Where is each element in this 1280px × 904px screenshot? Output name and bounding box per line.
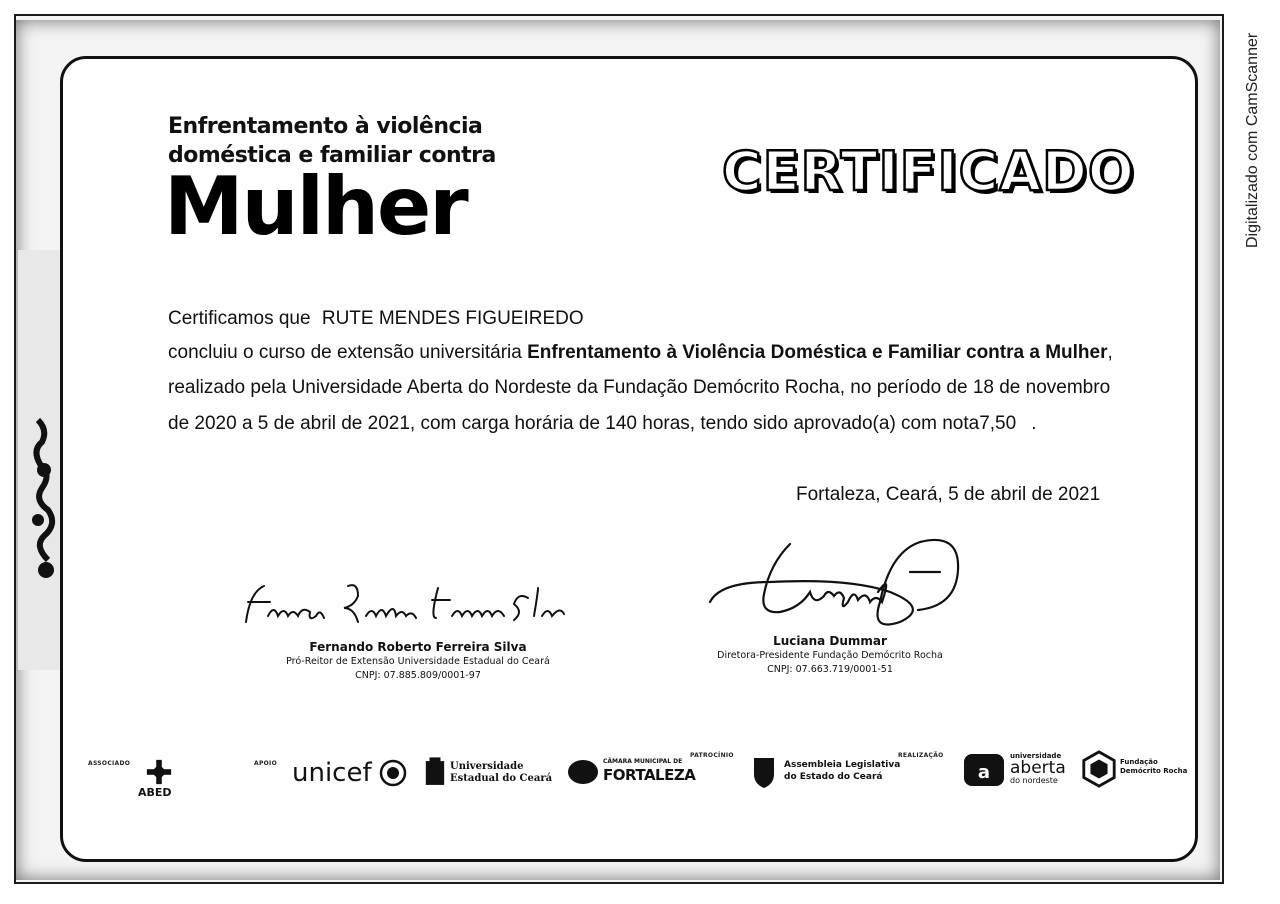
line4-suffix: . [1031,413,1037,434]
logo-assembleia-line2: do Estado do Ceará [784,772,883,782]
svg-text:a: a [977,762,991,783]
unicef-globe-icon [378,758,408,788]
course-name: Enfrentamento à Violência Doméstica e Familiar contra a Mulher [527,342,1108,363]
body-line-1 [168,308,584,330]
hours-text: de 2020 a 5 de abril de 2021, com carga horária de 140 horas, tendo sido aprovado(a) com nota [168,413,980,434]
logo-fdr-line1: Fundação [1120,758,1158,766]
assembleia-crest-icon [752,754,776,788]
handwritten-signature-2 [700,532,960,632]
signatory-2-name: Luciana Dummar [773,634,887,648]
logo-camara-line2: FORTALEZA [603,766,696,784]
abed-logo-icon [145,758,173,786]
logo-uane-line1: universidade [1010,752,1062,760]
logo-fdr-line2: Demócrito Rocha [1120,767,1188,775]
label-apoio: APOIO [254,760,277,767]
campaign-subtitle-line2: doméstica e familiar contra [168,143,496,168]
body-line-3: realizado pela Universidade Aberta do Nordeste da Fundação Demócrito Rocha, no período de 18 de novembro [168,377,1111,398]
signature-block-1 [268,566,568,686]
logo-camara-line1: CÂMARA MUNICIPAL DE [603,758,683,765]
signatory-1-name: Fernando Roberto Ferreira Silva [309,640,527,654]
logo-uane-line3: do nordeste [1010,776,1058,785]
campaign-title: Mulher [164,160,467,253]
recipient-name: RUTE MENDES FIGUEIREDO [321,308,584,329]
handwritten-signature-1 [238,572,618,632]
course-prefix: concluiu o curso de extensão universitária [168,342,528,363]
certify-prefix: Certificamos que [168,308,311,329]
certificate-heading: CERTIFICADO [722,140,1135,203]
logo-uane-line2: aberta [1010,758,1066,778]
uane-logo-icon [962,750,1006,790]
signatory-1-role: Pró-Reitor de Extensão Universidade Estadual do Ceará [286,656,550,667]
campaign-subtitle-line1: Enfrentamento à violência [168,114,483,139]
course-suffix: , [1107,342,1113,363]
logo-uece-line2: Estadual do Ceará [450,773,553,784]
body-line-2 [168,342,1113,364]
place-and-date: Fortaleza, Ceará, 5 de abril de 2021 [796,484,1101,505]
body-line-4 [168,413,1036,435]
uece-crest-icon [424,756,446,790]
grade-value: 7,50 [979,413,1017,434]
logo-assembleia-line1: Assembleia Legislativa [784,760,901,770]
scan-edge-decoration [18,250,64,670]
logo-uece-line1: Universidade [450,761,524,772]
logo-unicef: unicef [292,758,372,788]
signatory-2-role: Diretora-Presidente Fundação Demócrito Rocha [717,650,943,661]
label-realizacao: REALIZAÇÃO [898,752,944,759]
signature-block-2 [700,532,960,682]
label-patrocinio: PATROCÍNIO [690,752,734,759]
label-associado: ASSOCIADO [88,760,131,767]
signatory-2-cnpj: CNPJ: 07.663.719/0001-51 [767,664,893,675]
fdr-logo-icon [1080,750,1118,788]
signatory-1-cnpj: CNPJ: 07.885.809/0001-97 [355,670,481,681]
camara-crest-icon [566,756,600,786]
logo-abed: ABED [138,786,172,799]
camscanner-watermark: Digitalizado com CamScanner [1244,32,1261,248]
